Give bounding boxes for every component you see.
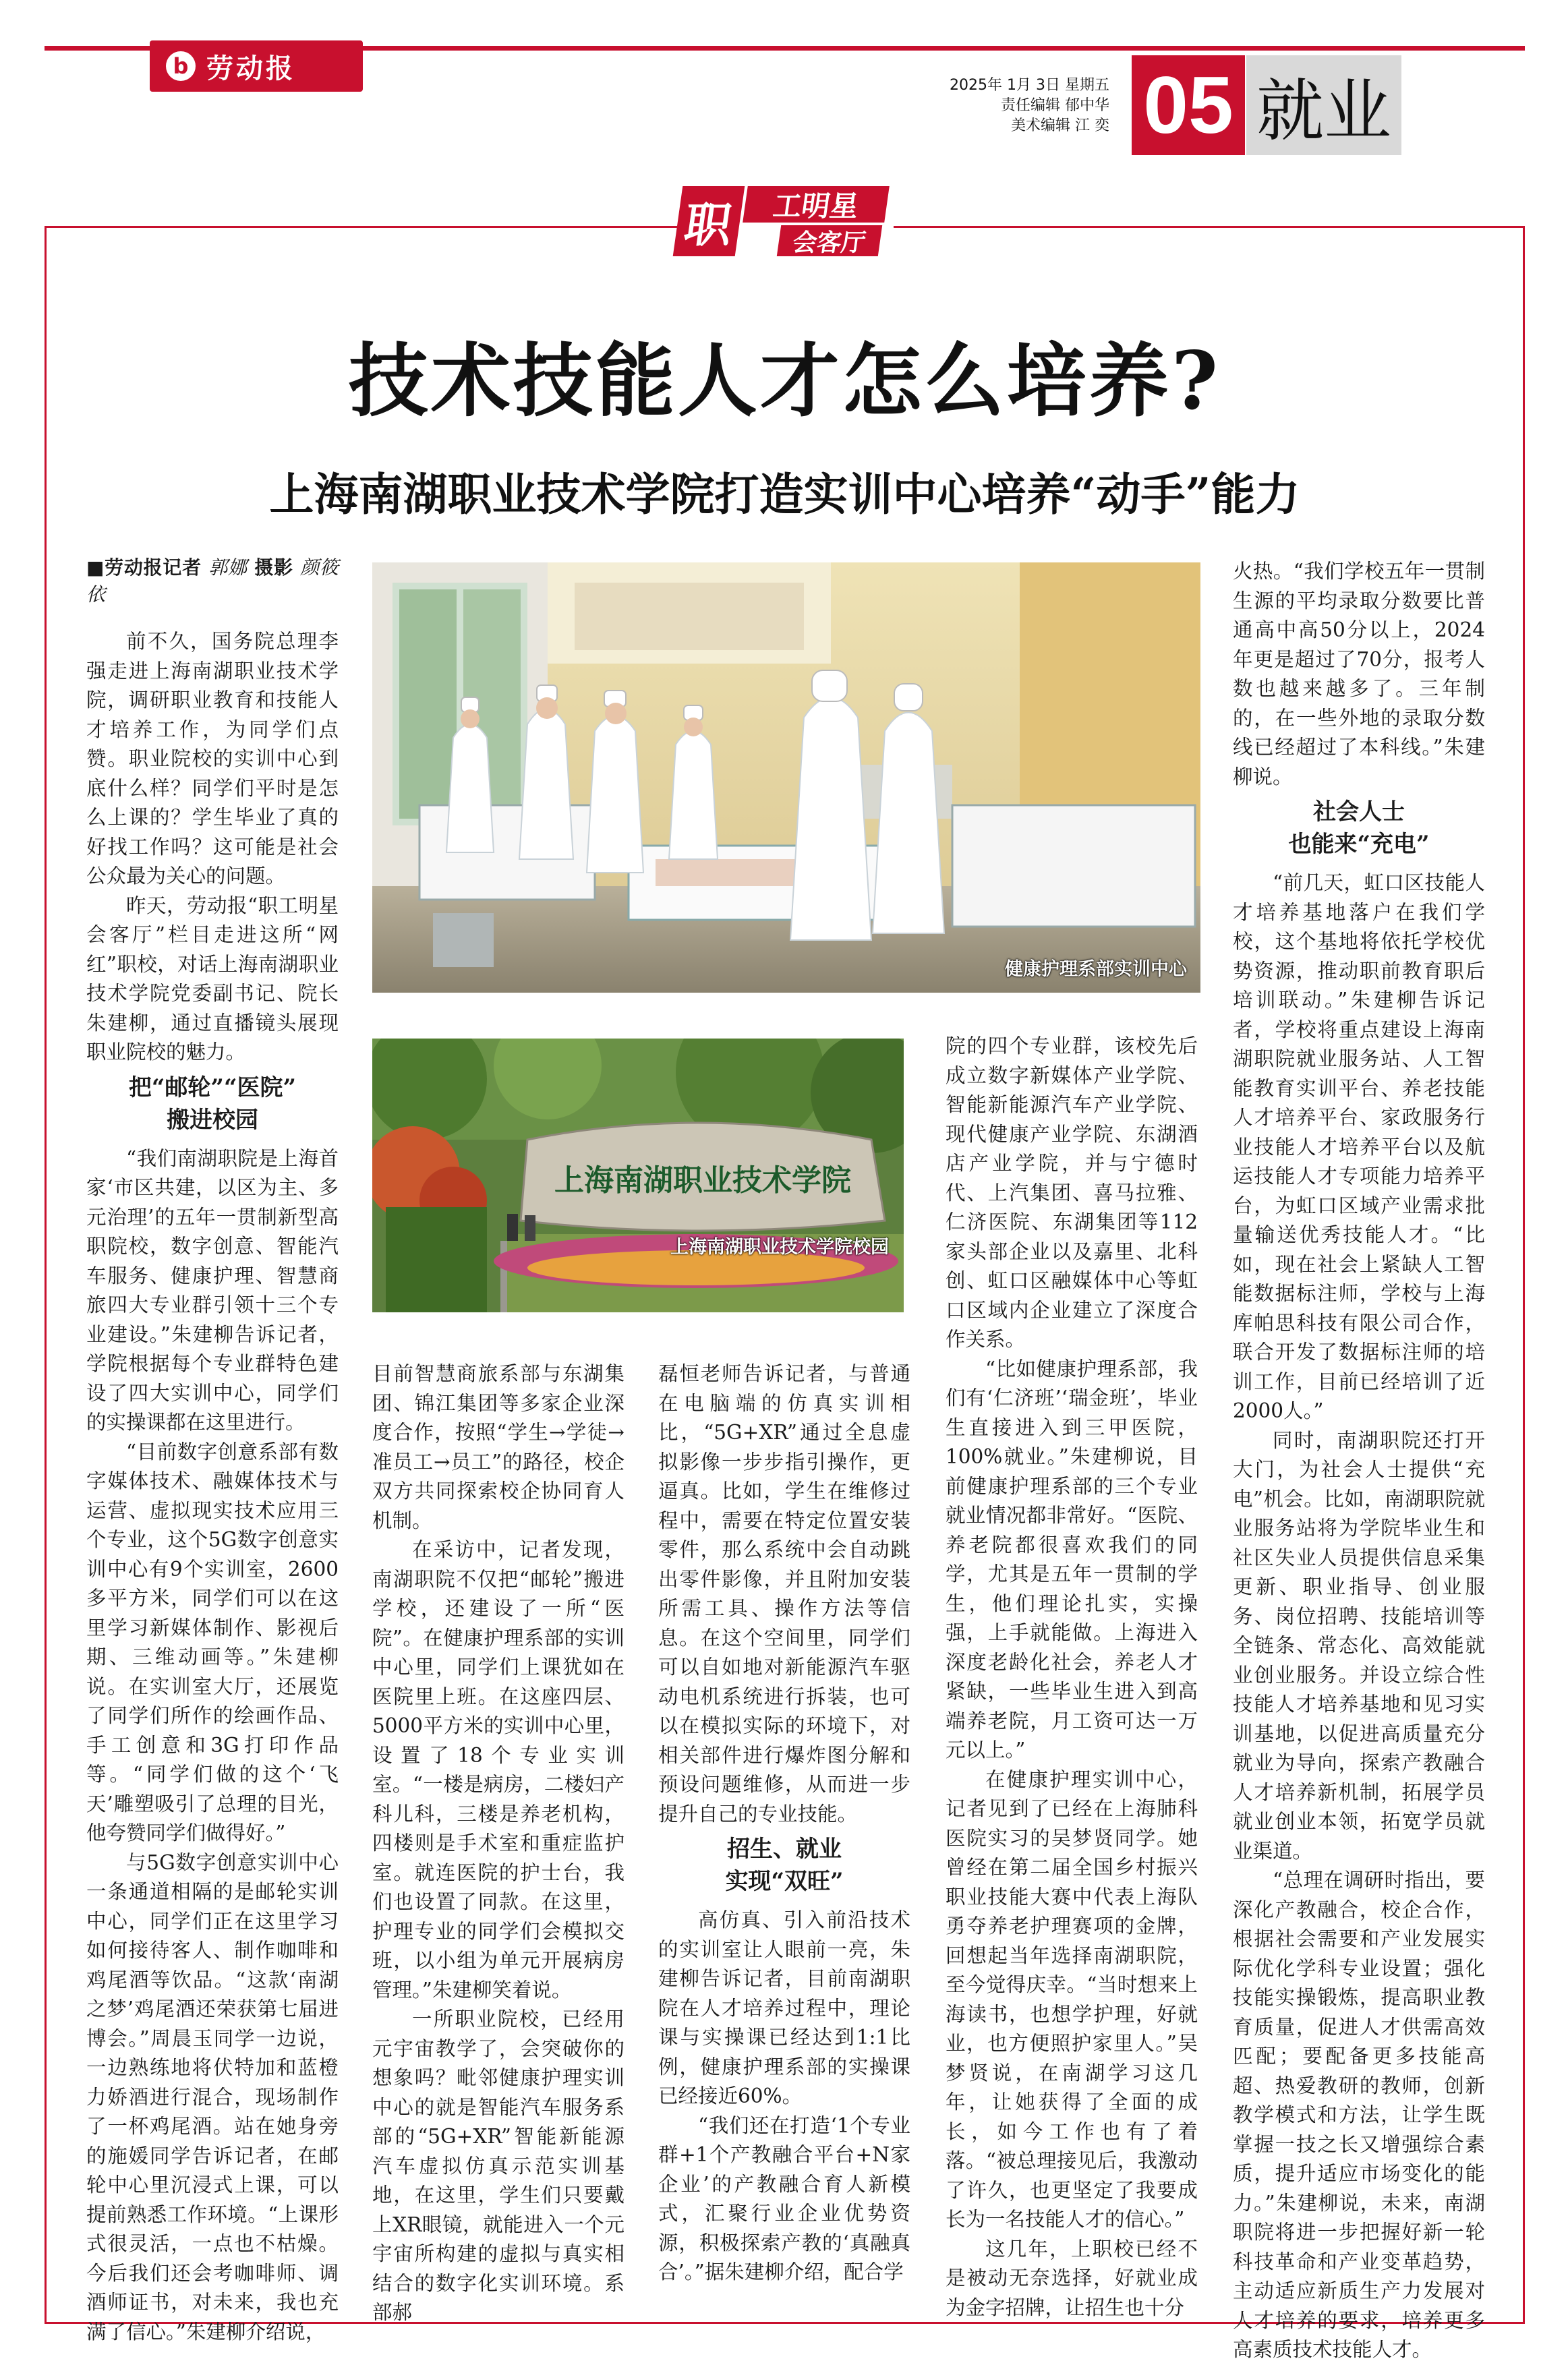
photographer-name: 颜筱依 <box>86 556 339 606</box>
article-title: 技术技能人才怎么培养? <box>348 334 1221 428</box>
byline <box>86 554 339 608</box>
paragraph: “前几天，虹口区技能人才培养基地落户在我们学校，这个基地将依托学校优势资源，推动职前教育职后培训联动。”朱建柳告诉记者，学校将重点建设上海南湖职院就业服务站、人工智能教育实训平台、养老技能人才培养平台、家政服务行业技能人才培养平台以及航运技能人才专项能力培养平台，为虹口区域产业需求批量输送优秀技能人才。“比如，现在社会上紧缺人工智能数据标注师，学校与上海库帕思科技有限公司合作，联合开发了数据标注师的培训工作，目前已经培训了近2000人。” <box>1233 871 1485 1422</box>
issue-date: 2025年 1月 3日 星期五 <box>950 77 1109 94</box>
heading-line: 招生、就业 <box>727 1836 842 1863</box>
paragraph: 高仿真、引入前沿技术的实训室让人眼前一亮，朱建柳告诉记者，目前南湖职院在人才培养过程中，理论课与实操课已经达到1:1比例，健康护理系部的实操课已经接近60%。 <box>658 1908 910 2107</box>
column-1 <box>86 554 339 2347</box>
section-name: 就业 <box>1246 55 1401 155</box>
paragraph: 同时，南湖职院还打开大门，为社会人士提供“充电”机会。比如，南湖职院就业服务站将为学院毕业生和社区失业人员提供信息采集更新、职业指导、创业服务、岗位招聘、技能培训等全链条、常态化、高效能就业创业服务。并设立综合性技能人才培养基地和见习实训基地，以促进高质量充分就业为导向，探索产教融合人才培养新机制，拓展学员就业创业本领，拓宽学员就业渠道。 <box>1233 1428 1485 1863</box>
paragraph: 火热。“我们学校五年一贯制生源的平均录取分数要比普通高中高50分以上，2024年更是超过了70分，报考人数也越来越多了。三年制的，在一些外地的录取分数线已经超过了本科线。”朱建柳说。 <box>1233 560 1485 788</box>
photo-prefix: 摄影 <box>254 556 293 579</box>
section-heading-2 <box>658 1833 910 1898</box>
heading-line: 也能来“充电” <box>1288 831 1430 858</box>
heading-line: 实现“双旺” <box>725 1868 844 1895</box>
photo-training-center <box>372 562 1200 993</box>
photo-caption-1: 健康护理系部实训中心 <box>1005 959 1187 980</box>
paragraph: “我们还在打造‘1个专业群+1个产教融合平台+N家企业’的产教融合育人新模式，汇聚行业企业优势资源，积极探索产教的‘真融真合’。”据朱建柳介绍，配合学 <box>658 2113 910 2283</box>
article-subtitle: 上海南湖职业技术学院打造实训中心培养“动手”能力 <box>269 468 1300 521</box>
paragraph: 这几年，上职校已经不是被动无奈选择，好就业成为金字招牌，让招生也十分 <box>946 2237 1198 2319</box>
nurses-photo-illustration <box>372 562 1200 993</box>
column-3 <box>658 1360 910 2287</box>
heading-line: 把“邮轮”“医院” <box>128 1074 297 1101</box>
section-heading-3 <box>1233 796 1485 860</box>
art-editor: 美术编辑 江 奕 <box>1011 117 1109 134</box>
paragraph: “比如健康护理系部，我们有‘仁济班’‘瑞金班’，毕业生直接进入到三甲医院，100%就业。”朱建柳说，目前健康护理系部的三个专业就业情况都非常好。“医院、养老院都很喜欢我们的同学，尤其是五年一贯制的学生，他们理论扎实，实操强，上手就能做。上海进入深度老龄化社会，养老人才紧缺，一些毕业生进入到高端养老院，月工资可达一万元以上。” <box>946 1357 1198 1761</box>
badge-line2: 会客厅 <box>777 225 882 256</box>
column-4 <box>946 1032 1198 2323</box>
paragraph: “总理在调研时指出，要深化产教融合，校企合作，根据社会需要和产业发展实际优化学科专业设置；强化技能实操锻炼，提高职业教育质量，促进人才供需高效匹配；要配备更多技能高超、热爱教研的教师，创新教学模式和方法，让学生既掌握一技之长又增强综合素质，提升适应市场变化的能力。”朱建柳说，未来，南湖职院将进一步把握好新一轮科技革命和产业变革趋势，主动适应新质生产力发展对人才培养的要求，培养更多高素质技术技能人才。 <box>1233 1869 1485 2361</box>
reporter-name: 郭娜 <box>208 556 248 579</box>
paragraph: 在健康护理实训中心，记者见到了已经在上海肺科医院实习的吴梦贤同学。她曾经在第二届全国乡村振兴职业技能大赛中代表上海队勇夺养老护理赛项的金牌，回想起当年选择南湖职院，至今觉得庆幸。“当时想来上海读书，也想学护理，好就业，也方便照护家里人。”吴梦贤说，在南湖学习这几年，让她获得了全面的成长，如今工作也有了着落。“被总理接见后，我激动了许久，也更坚定了我要成长为一名技能人才的信心。” <box>946 1768 1198 2231</box>
column-2 <box>372 1360 625 2328</box>
paragraph: 院的四个专业群，该校先后成立数字新媒体产业学院、智能新能源汽车产业学院、现代健康产业学院、东湖酒店产业学院，并与宁德时代、上汽集团、喜马拉雅、仁济医院、东湖集团等112家头部企业以及嘉里、北科创、虹口区融媒体中心等虹口区域内企业建立了深度合作关系。 <box>946 1034 1198 1351</box>
paragraph: “目前数字创意系部有数字媒体技术、融媒体技术与运营、虚拟现实技术应用三个专业，这个5G数字创意实训中心有9个实训室，2600多平方米，同学们可以在这里学习新媒体制作、影视后期、三维动画等。”朱建柳说。在实训室大厅，还展览了同学们所作的绘画作品、手工创意和3G打印作品等。“同学们做的这个‘飞天’雕塑吸引了总理的目光，他夸赞同学们做得好。” <box>86 1440 339 1844</box>
byline-prefix: ■劳动报记者 <box>86 556 202 579</box>
newspaper-logo[interactable] <box>150 40 363 92</box>
responsible-editor: 责任编辑 郁中华 <box>1001 97 1109 114</box>
paragraph: 磊恒老师告诉记者，与普通在电脑端的仿真实训相比，“5G+XR”通过全息虚拟影像一步步指引操作，更逼真。比如，学生在维修过程中，需要在特定位置安装零件，那么系统中会自动跳出零件影像，并且附加安装所需工具、操作方法等信息。在这个空间里，同学们可以自如地对新能源汽车驱动电机系统进行拆装，也可以在模拟实际的环境下，对相关部件进行爆炸图分解和预设问题维修，从而进一步提升自己的专业技能。 <box>658 1362 910 1826</box>
column-5 <box>1233 557 1485 2365</box>
section-heading-1 <box>86 1072 339 1136</box>
paragraph: 前不久，国务院总理李强走进上海南湖职业技术学院，调研职业教育和技能人才培养工作，为同学们点赞。职业院校的实训中心到底什么样？同学们平时是怎么上课的？学生毕业了真的好找工作吗？这可能是社会公众最为关心的问题。 <box>86 630 339 887</box>
paragraph: “我们南湖职院是上海首家‘市区共建，以区为主、多元治理’的五年一贯制新型高职院校，数字创意、智能汽车服务、健康护理、智慧商旅四大专业群引领十三个专业建设。”朱建柳告诉记者，学院根据每个专业群特色建设了四大实训中心，同学们的实操课都在这里进行。 <box>86 1146 339 1434</box>
page-number: 05 <box>1132 55 1245 155</box>
newspaper-name: 劳动报 <box>206 52 295 84</box>
issue-meta <box>917 76 1109 136</box>
badge-char: 职 <box>673 186 745 256</box>
campus-photo-illustration <box>372 1039 904 1312</box>
campus-sign-text: 上海南湖职业技术学院 <box>554 1163 851 1198</box>
logo-mark-icon: b <box>166 51 196 81</box>
photo-campus <box>372 1039 904 1312</box>
heading-line: 社会人士 <box>1313 798 1405 825</box>
column-badge <box>678 183 894 264</box>
paragraph: 昨天，劳动报“职工明星会客厅”栏目走进这所“网红”职校，对话上海南湖职业技术学院党委副书记、院长朱建柳，通过直播镜头展现职业院校的魅力。 <box>86 894 339 1063</box>
badge-line1: 工明星 <box>743 186 890 223</box>
paragraph: 一所职业院校，已经用元宇宙教学了，会突破你的想象吗？毗邻健康护理实训中心的就是智能汽车服务系部的“5G+XR”智能新能源汽车虚拟仿真示范实训基地，在这里，学生们只要戴上XR眼镜，就能进入一个元宇宙所构建的虚拟与真实相结合的数字化实训环境。系部郝 <box>372 2008 625 2324</box>
paragraph: 目前智慧商旅系部与东湖集团、锦江集团等多家企业深度合作，按照“学生→学徒→准员工→员工”的路径，校企双方共同探索校企协同育人机制。 <box>372 1362 625 1532</box>
paragraph: 在采访中，记者发现，南湖职院不仅把“邮轮”搬进学校，还建设了一所“医院”。在健康护理系部的实训中心里，同学们上课犹如在医院里上班。在这座四层、5000平方米的实训中心里，设置了18个专业实训室。“一楼是病房，二楼妇产科儿科，三楼是养老机构，四楼则是手术室和重症监护室。就连医院的护士台，我们也设置了同款。在这里，护理专业的同学们会模拟交班，以小组为单元开展病房管理。”朱建柳笑着说。 <box>372 1538 625 2002</box>
paragraph: 与5G数字创意实训中心一条通道相隔的是邮轮实训中心，同学们正在这里学习如何接待客人、制作咖啡和鸡尾酒等饮品。“这款‘南湖之梦’鸡尾酒还荣获第七届进博会。”周晨玉同学一边说，一边熟练地将伏特加和蓝橙力娇酒进行混合，现场制作了一杯鸡尾酒。站在她身旁的施媛同学告诉记者，在邮轮中心里沉浸式上课，可以提前熟悉工作环境。“上课形式很灵活，一点也不枯燥。今后我们还会考咖啡师、调酒师证书，对未来，我也充满了信心。”朱建柳介绍说， <box>86 1850 339 2343</box>
photo-caption-2: 上海南湖职业技术学院校园 <box>670 1237 889 1258</box>
heading-line: 搬进校园 <box>167 1106 258 1134</box>
